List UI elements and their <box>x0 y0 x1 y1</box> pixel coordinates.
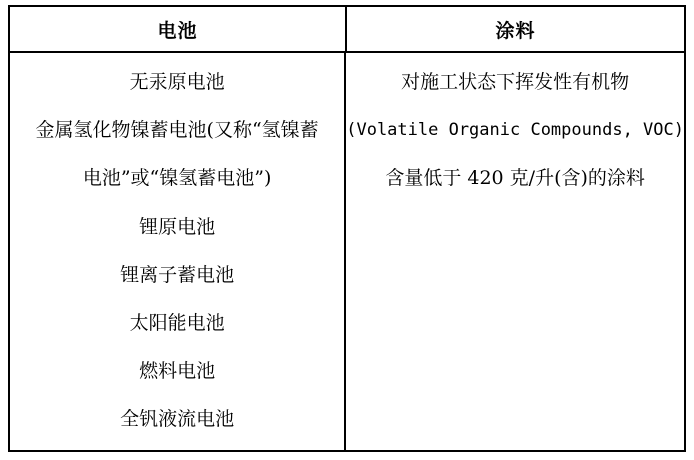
battery-item: 金属氢化物镍蓄电池(又称“氢镍蓄 <box>35 119 319 142</box>
coating-line-voc-english: (Volatile Organic Compounds, VOC) <box>346 120 684 141</box>
battery-item: 锂离子蓄电池 <box>120 263 235 286</box>
battery-item: 全钒液流电池 <box>120 408 235 431</box>
battery-item: 太阳能电池 <box>129 311 225 334</box>
table-body-row <box>10 53 684 450</box>
coating-line: 含量低于 420 克/升(含)的涂料 <box>385 167 645 190</box>
coating-line: 对施工状态下挥发性有机物 <box>401 71 630 93</box>
battery-item: 无汞原电池 <box>129 71 225 93</box>
column-header-coating: 涂料 <box>495 19 536 42</box>
table-header-row <box>10 7 684 53</box>
battery-item: 电池”或“镍氢蓄电池”) <box>82 167 272 190</box>
column-header-battery: 电池 <box>10 7 347 51</box>
category-table <box>8 5 686 452</box>
battery-item: 燃料电池 <box>139 360 216 383</box>
battery-cell <box>10 53 346 450</box>
battery-item: 锂原电池 <box>139 215 216 238</box>
coating-cell <box>346 53 684 450</box>
